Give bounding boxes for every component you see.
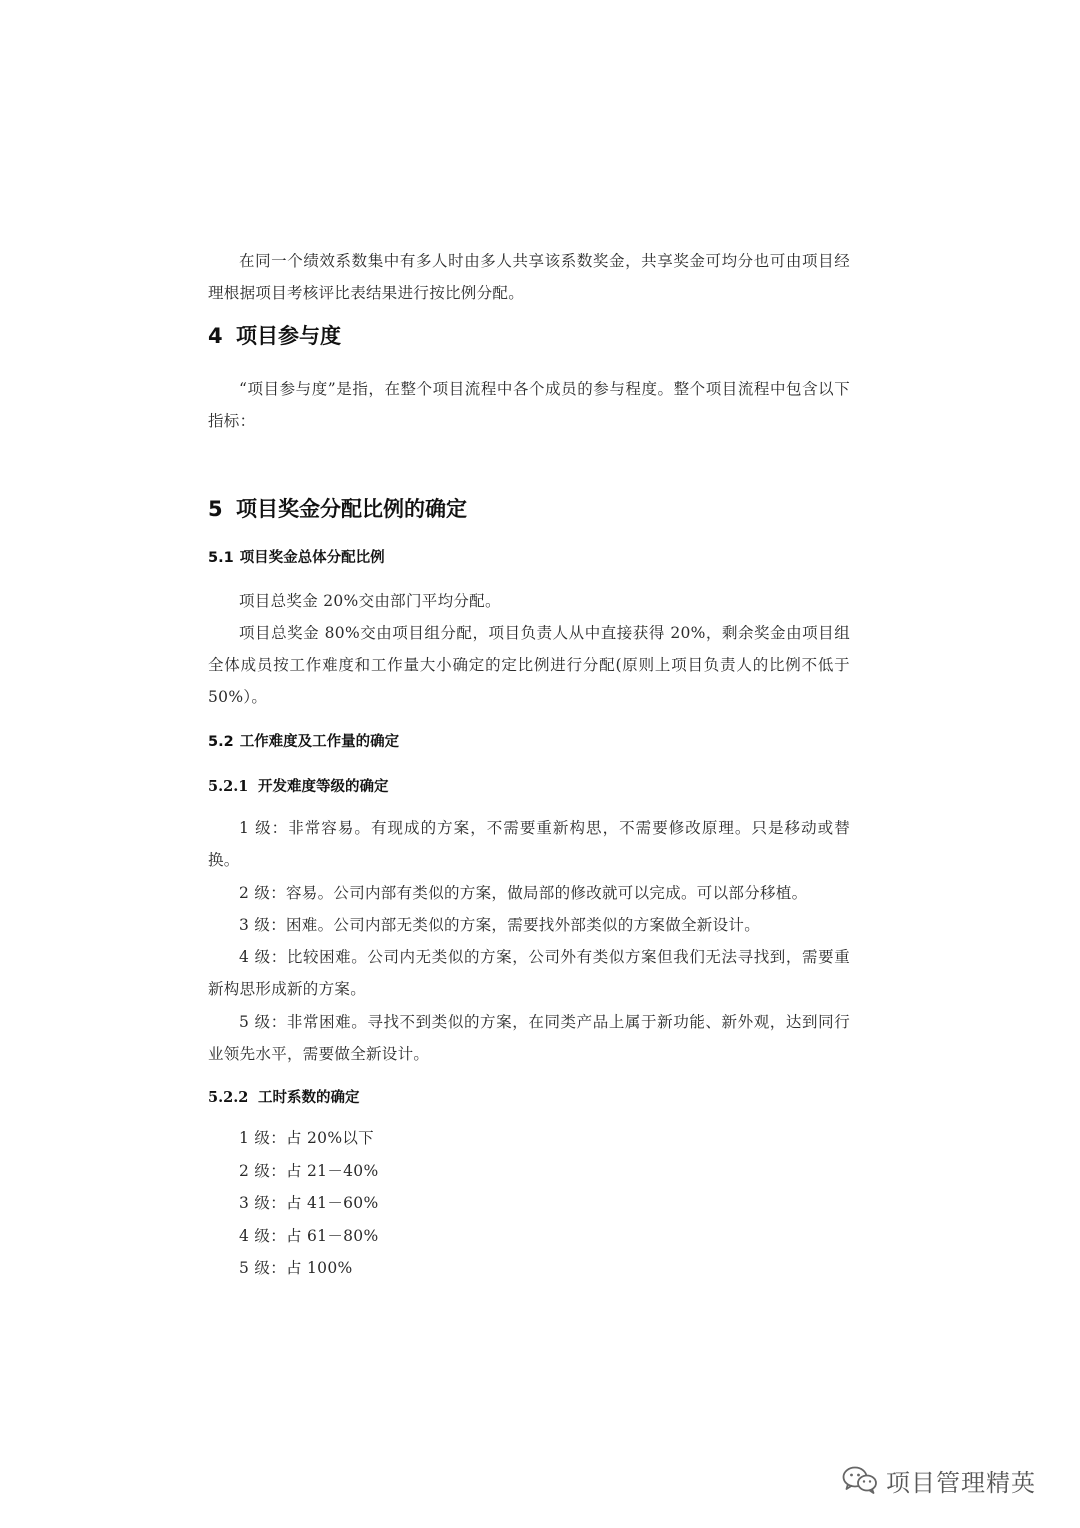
- section-5-heading: [208, 494, 467, 524]
- section-5-2-2-heading: [208, 1086, 360, 1110]
- section-4-heading: [208, 321, 341, 351]
- section-5-2-number: 5.2: [208, 734, 234, 750]
- difficulty-level-item: 2 级：容易。公司内部有类似的方案，做局部的修改就可以完成。可以部分移植。: [239, 884, 808, 902]
- section-5-2-1-number: 5.2.1: [208, 778, 249, 795]
- section-5-1-number: 5.1: [208, 550, 234, 566]
- section-5-2-2-title: 工时系数的确定: [258, 1090, 360, 1106]
- intro-paragraph: 在同一个绩效系数集中有多人时由多人共享该系数奖金，共享奖金可均分也可由项目经理根据项目考核评比表结果进行按比例分配。: [208, 252, 850, 302]
- workload-level-item: 5 级：占 100%: [239, 1259, 353, 1277]
- section-4-paragraph: “项目参与度”是指，在整个项目流程中各个成员的参与程度。整个项目流程中包含以下指标：: [208, 380, 850, 430]
- watermark-text: 项目管理精英: [886, 1468, 1036, 1497]
- wechat-icon: [842, 1465, 878, 1495]
- section-5-2-title: 工作难度及工作量的确定: [239, 734, 400, 750]
- section-5-title: 项目奖金分配比例的确定: [236, 497, 467, 521]
- section-5-2-1-heading: [208, 775, 389, 799]
- section-5-2-heading: [208, 730, 399, 754]
- watermark: [842, 1460, 1036, 1500]
- section-4-number: 4: [208, 324, 223, 348]
- section-5-2-1-title: 开发难度等级的确定: [258, 779, 389, 795]
- difficulty-level-item: 4 级：比较困难。公司内无类似的方案，公司外有类似方案但我们无法寻找到，需要重新构思形成新的方案。: [208, 948, 850, 998]
- section-5-1-paragraph: 项目总奖金 80%交由项目组分配，项目负责人从中直接获得 20%，剩余奖金由项目组全体成员按工作难度和工作量大小确定的定比例进行分配(原则上项目负责人的比例不低于 50%）。: [208, 624, 850, 706]
- workload-level-item: 4 级：占 61－80%: [239, 1227, 379, 1245]
- workload-level-item: 3 级：占 41－60%: [239, 1194, 379, 1212]
- section-4-title: 项目参与度: [236, 324, 341, 348]
- difficulty-level-item: 1 级：非常容易。有现成的方案，不需要重新构思，不需要修改原理。只是移动或替换。: [208, 819, 850, 869]
- section-5-1-heading: [208, 546, 385, 570]
- section-5-1-title: 项目奖金总体分配比例: [239, 550, 385, 566]
- difficulty-level-item: 3 级：困难。公司内部无类似的方案，需要找外部类似的方案做全新设计。: [239, 916, 760, 934]
- difficulty-level-item: 5 级：非常困难。寻找不到类似的方案，在同类产品上属于新功能、新外观，达到同行业领先水平，需要做全新设计。: [208, 1013, 850, 1063]
- section-5-2-2-number: 5.2.2: [208, 1089, 249, 1106]
- section-5-1-paragraph: 项目总奖金 20%交由部门平均分配。: [239, 592, 501, 610]
- workload-level-item: 2 级：占 21－40%: [239, 1162, 379, 1180]
- workload-level-item: 1 级：占 20%以下: [239, 1129, 374, 1147]
- section-5-number: 5: [208, 497, 223, 521]
